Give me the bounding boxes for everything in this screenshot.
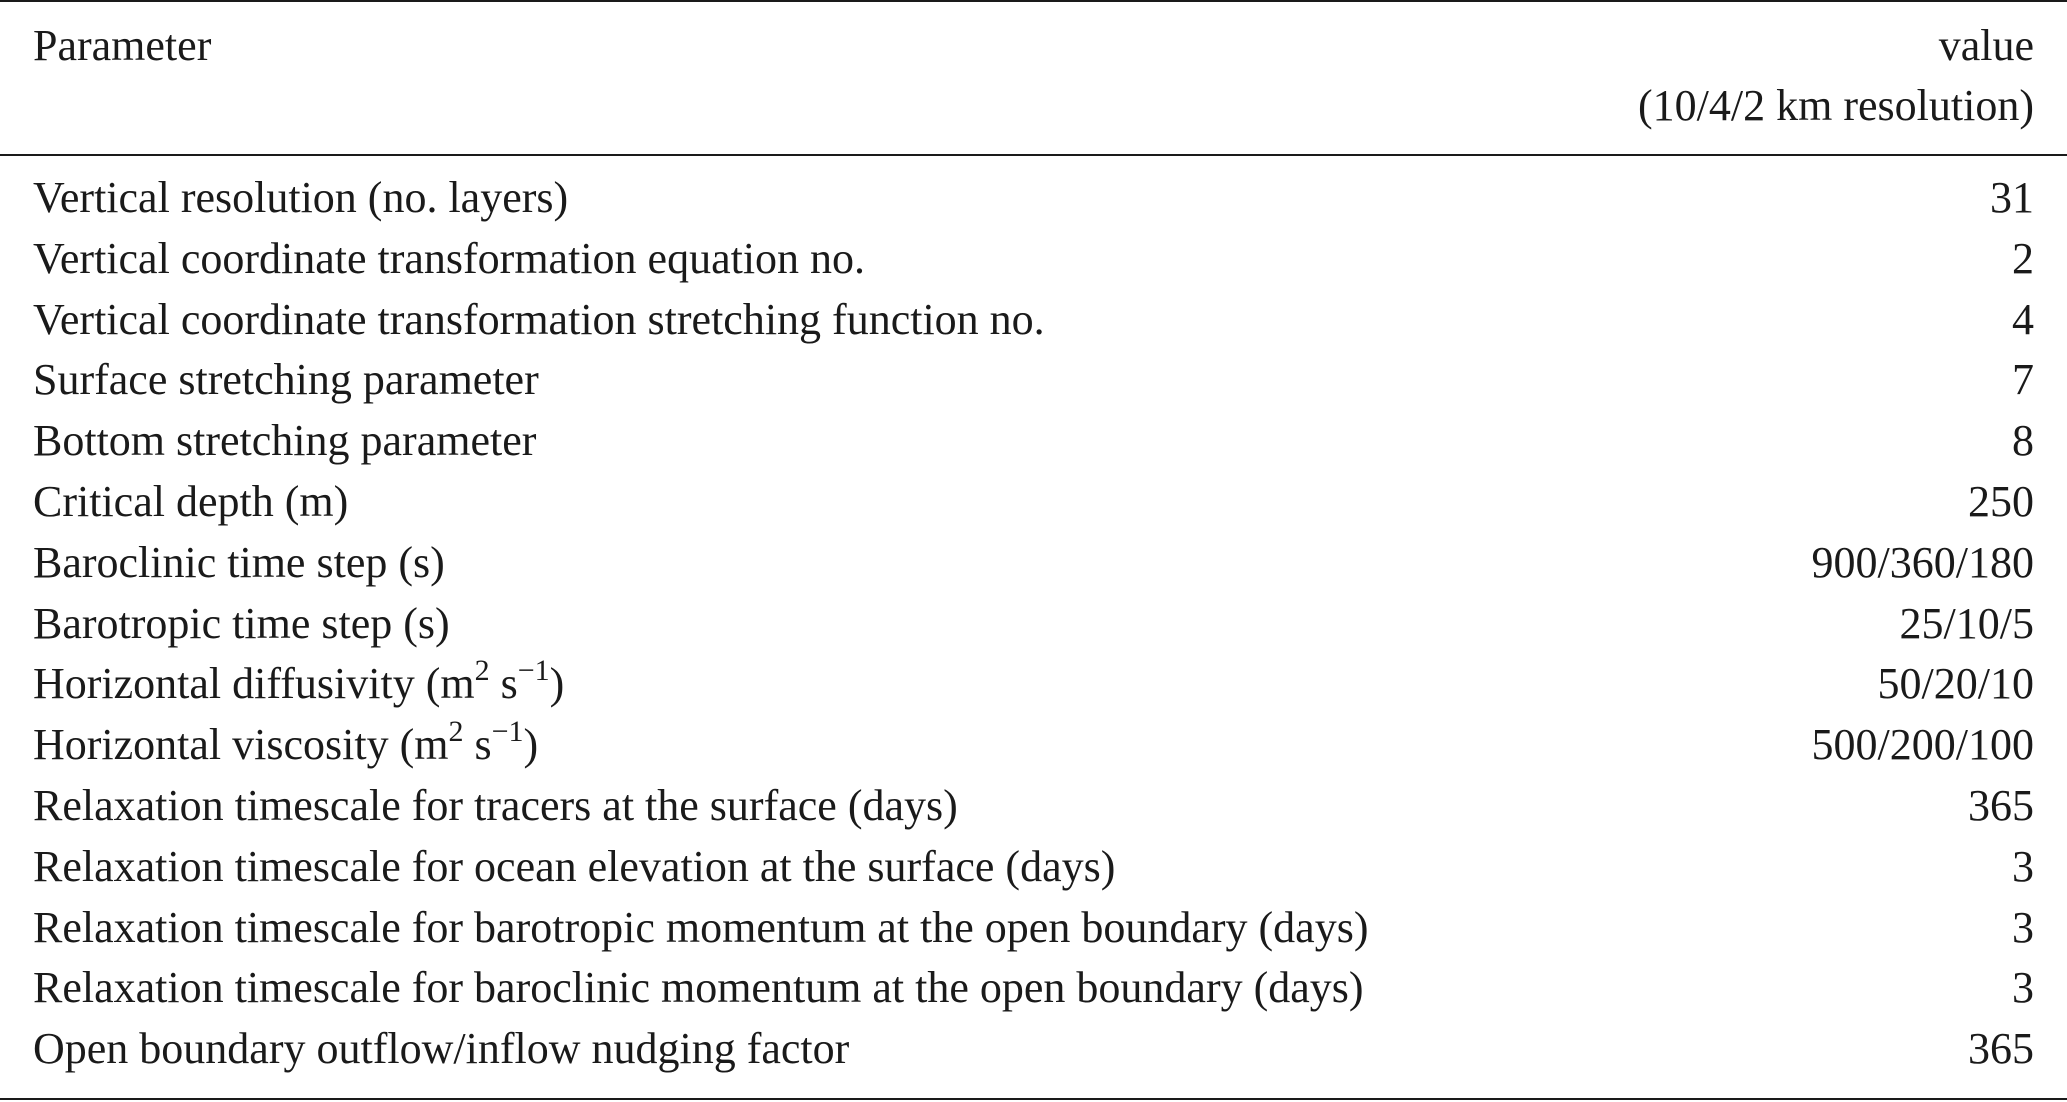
header-value-line2: (10/4/2 km resolution) xyxy=(1638,81,2034,130)
unit-exponent: −1 xyxy=(517,654,550,688)
table-body xyxy=(0,168,2067,1080)
unit-exponent: −1 xyxy=(491,715,524,749)
table-row xyxy=(0,1019,2067,1080)
value-cell: 4 xyxy=(2012,294,2034,344)
parameter-cell: Relaxation timescale for barotropic momentum at the open boundary (days) xyxy=(33,902,1369,952)
unit-text: s xyxy=(489,659,518,709)
table-row xyxy=(0,594,2067,655)
table-row xyxy=(0,350,2067,411)
value-cell: 3 xyxy=(2012,841,2034,891)
parameter-text: Horizontal viscosity (m xyxy=(33,720,449,770)
table-row xyxy=(0,715,2067,776)
table-row xyxy=(0,168,2067,229)
value-cell: 365 xyxy=(1968,1024,2034,1074)
parameter-cell: Relaxation timescale for tracers at the surface (days) xyxy=(33,780,958,830)
parameter-cell: Relaxation timescale for baroclinic momentum at the open boundary (days) xyxy=(33,963,1364,1013)
parameter-cell xyxy=(33,715,538,775)
parameter-cell: Vertical coordinate transformation equation no. xyxy=(33,233,866,283)
value-cell: 3 xyxy=(2012,902,2034,952)
parameter-cell xyxy=(33,654,564,714)
value-cell: 31 xyxy=(1990,173,2034,222)
table-row xyxy=(0,229,2067,290)
value-cell: 3 xyxy=(2012,963,2034,1013)
table-top-rule xyxy=(0,0,2067,2)
parameter-cell: Bottom stretching parameter xyxy=(33,416,537,466)
unit-text: s xyxy=(463,720,492,770)
value-cell: 7 xyxy=(2012,355,2034,405)
parameter-text: Horizontal diffusivity (m xyxy=(33,659,475,709)
value-cell: 365 xyxy=(1968,780,2034,830)
table-row xyxy=(0,898,2067,959)
parameter-cell: Baroclinic time step (s) xyxy=(33,537,445,587)
value-cell: 900/360/180 xyxy=(1811,537,2034,587)
header-parameter: Parameter xyxy=(33,21,212,70)
unit-exponent: 2 xyxy=(448,715,464,749)
table-header-rule xyxy=(0,154,2067,156)
parameter-cell: Barotropic time step (s) xyxy=(33,598,450,648)
table-row xyxy=(0,958,2067,1019)
table-row xyxy=(0,411,2067,472)
value-cell: 500/200/100 xyxy=(1811,720,2034,770)
header-value xyxy=(1638,16,2034,136)
table-row xyxy=(0,776,2067,837)
table-row xyxy=(0,533,2067,594)
parameter-cell: Relaxation timescale for ocean elevation at the surface (days) xyxy=(33,841,1116,891)
unit-close: ) xyxy=(523,720,539,770)
parameter-cell: Open boundary outflow/inflow nudging factor xyxy=(33,1024,850,1074)
table-row xyxy=(0,837,2067,898)
table-row xyxy=(0,654,2067,715)
value-cell: 2 xyxy=(2012,233,2034,283)
value-cell: 25/10/5 xyxy=(1899,598,2034,648)
value-cell: 50/20/10 xyxy=(1877,659,2034,709)
unit-close: ) xyxy=(549,659,565,709)
table-row xyxy=(0,290,2067,351)
header-value-line1: value xyxy=(1938,21,2034,70)
unit-exponent: 2 xyxy=(474,654,490,688)
parameter-cell: Surface stretching parameter xyxy=(33,355,539,405)
value-cell: 8 xyxy=(2012,416,2034,466)
value-cell: 250 xyxy=(1968,476,2034,526)
parameter-cell: Vertical resolution (no. layers) xyxy=(33,173,569,222)
parameter-cell: Vertical coordinate transformation stretching function no. xyxy=(33,294,1045,344)
table-bottom-rule xyxy=(0,1098,2067,1100)
table-row xyxy=(0,472,2067,533)
parameter-cell: Critical depth (m) xyxy=(33,476,349,526)
